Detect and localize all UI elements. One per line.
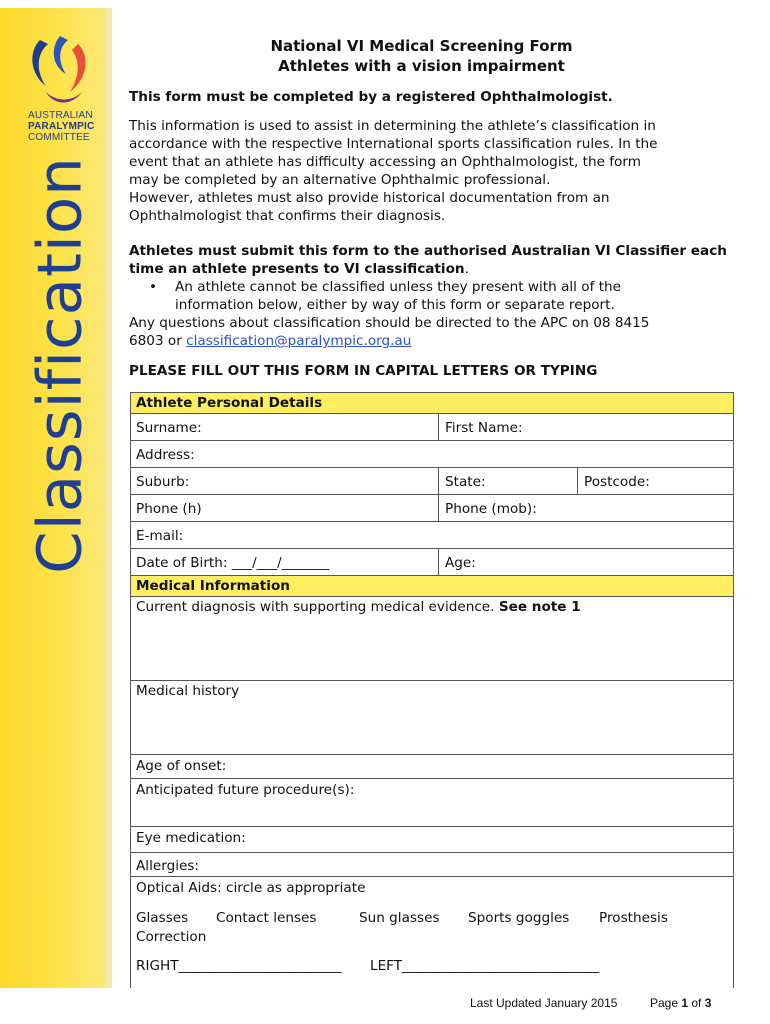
bullet-line-1: An athlete cannot be classified unless they present with all of the: [175, 279, 622, 295]
submit-line-2-text: time an athlete presents to VI classification: [129, 261, 465, 277]
org-line-2: PARALYMPIC: [28, 121, 95, 132]
age-of-onset-field[interactable]: Age of onset:: [136, 758, 227, 774]
info-line-5: However, athletes must also provide historical documentation from an: [129, 190, 610, 206]
info-line-4: may be completed by an alternative Ophthalmic professional.: [129, 172, 551, 188]
postcode-field[interactable]: Postcode:: [584, 474, 650, 490]
medical-history-field[interactable]: Medical history: [136, 683, 240, 699]
correction-label: Correction: [136, 929, 207, 945]
submit-line-1: Athletes must submit this form to the authorised Australian VI Classifier each: [129, 243, 727, 259]
organisation-name: [28, 110, 108, 143]
banner-edge: [106, 8, 112, 988]
phone-mobile-field[interactable]: Phone (mob):: [445, 501, 537, 517]
current-diagnosis-field[interactable]: [136, 599, 581, 615]
org-line-1: AUSTRALIAN: [28, 110, 93, 121]
page-number: 1: [681, 996, 689, 1010]
aid-option-glasses[interactable]: Glasses: [136, 910, 189, 926]
medical-info-header: Medical Information: [136, 578, 290, 594]
org-line-3: COMMITTEE: [28, 132, 90, 143]
page-prefix: Page: [650, 996, 682, 1010]
personal-details-header: Athlete Personal Details: [136, 395, 323, 411]
optical-aids-label: Optical Aids: circle as appropriate: [136, 880, 366, 896]
page-total: 3: [704, 996, 712, 1010]
date-of-birth-field[interactable]: Date of Birth: ___/___/_______: [136, 555, 330, 571]
aid-option-sports-goggles[interactable]: Sports goggles: [468, 910, 570, 926]
ophthalmologist-notice: This form must be completed by a registered Ophthalmologist.: [129, 89, 613, 105]
classification-email-link[interactable]: classification@paralympic.org.au: [186, 333, 412, 349]
address-field[interactable]: Address:: [136, 447, 195, 463]
correction-right-field[interactable]: RIGHT________________________: [136, 958, 342, 974]
first-name-field[interactable]: First Name:: [445, 420, 523, 436]
phone-home-field[interactable]: Phone (h): [136, 501, 202, 517]
page-of: of: [688, 996, 705, 1010]
form-subtitle: Athletes with a vision impairment: [278, 57, 565, 75]
see-note-1: See note 1: [498, 599, 581, 615]
email-field[interactable]: E-mail:: [136, 528, 184, 544]
form-title: National VI Medical Screening Form: [270, 37, 573, 55]
info-line-6: Ophthalmologist that confirms their diagnosis.: [129, 208, 446, 224]
state-field[interactable]: State:: [445, 474, 486, 490]
bullet-line-2: information below, either by way of this form or separate report.: [175, 297, 615, 313]
info-line-1: This information is used to assist in determining the athlete’s classification in: [129, 118, 656, 134]
questions-line-2-prefix: 6803 or: [129, 333, 187, 349]
aid-option-contact-lenses[interactable]: Contact lenses: [216, 910, 317, 926]
bullet-icon: •: [149, 279, 158, 295]
info-line-2: accordance with the respective International sports classification rules. In the: [129, 136, 658, 152]
info-line-3: event that an athlete has difficulty accessing an Ophthalmologist, the form: [129, 154, 641, 170]
questions-line-1: Any questions about classification should be directed to the APC on 08 8415: [129, 315, 650, 331]
page-indicator: [650, 996, 711, 1010]
aid-option-prosthesis[interactable]: Prosthesis: [599, 910, 668, 926]
aid-option-sun-glasses[interactable]: Sun glasses: [359, 910, 440, 926]
surname-field[interactable]: Surname:: [136, 420, 202, 436]
screening-form: [130, 392, 734, 988]
classification-vertical-title: Classification: [24, 156, 96, 574]
correction-left-field[interactable]: LEFT_____________________________: [370, 958, 600, 974]
submit-line-2: [129, 260, 729, 278]
future-procedures-field[interactable]: Anticipated future procedure(s):: [136, 782, 355, 798]
eye-medication-field[interactable]: Eye medication:: [136, 830, 246, 846]
fill-instruction: PLEASE FILL OUT THIS FORM IN CAPITAL LETTERS OR TYPING: [129, 363, 598, 379]
last-updated: Last Updated January 2015: [470, 996, 618, 1010]
submit-line-2-period: .: [464, 261, 469, 277]
age-field[interactable]: Age:: [445, 555, 476, 571]
paralympic-logo-icon: [26, 30, 96, 110]
diagnosis-label: Current diagnosis with supporting medical evidence.: [136, 599, 499, 615]
questions-line-2: [129, 332, 729, 350]
allergies-field[interactable]: Allergies:: [136, 858, 199, 874]
suburb-field[interactable]: Suburb:: [136, 474, 190, 490]
